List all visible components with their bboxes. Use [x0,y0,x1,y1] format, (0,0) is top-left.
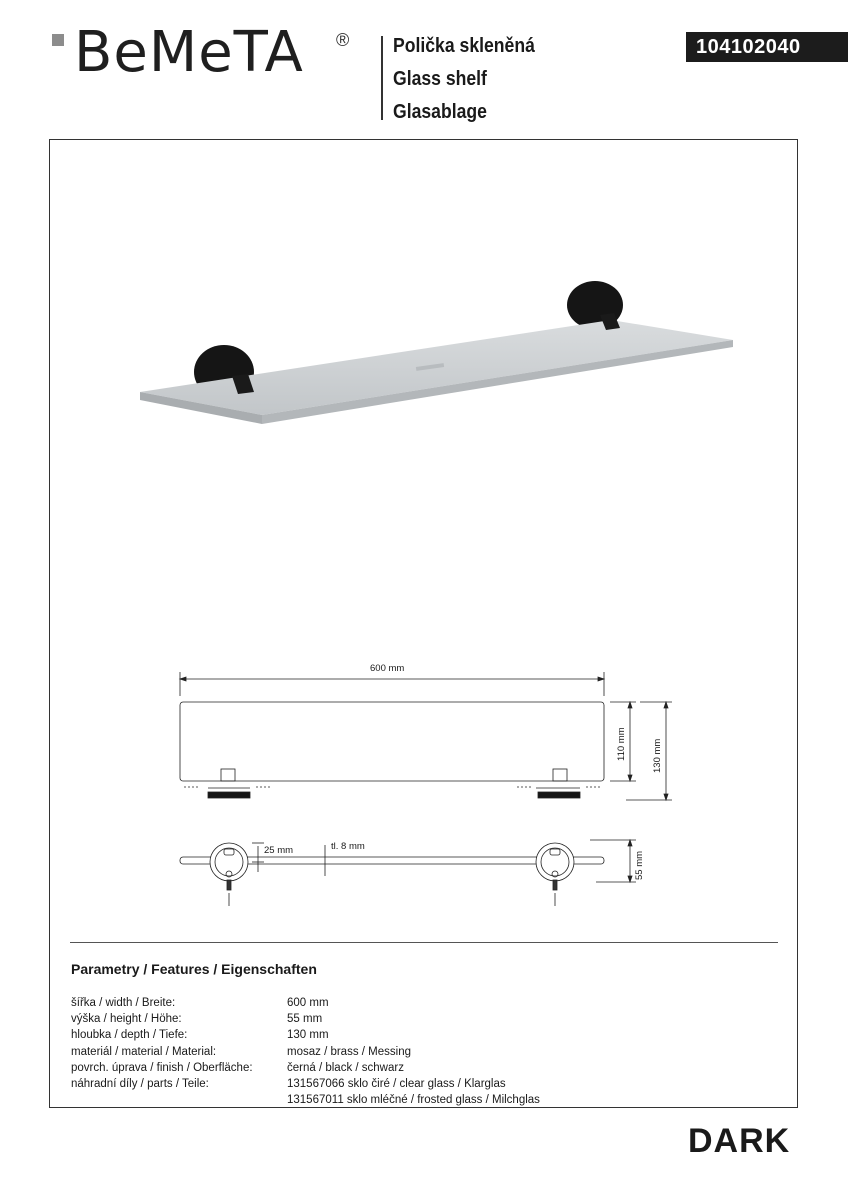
dim-height-outer-label: 130 mm [652,738,663,773]
spec-value: 131567011 sklo mléčné / frosted glass / Milchglas [287,1094,540,1107]
spec-value: mosaz / brass / Messing [287,1045,411,1058]
spec-value: 130 mm [287,1029,329,1042]
title-english: Glass shelf [393,68,487,90]
spec-label: hloubka / depth / Tiefe: [71,1029,188,1042]
registered-mark: ® [336,30,350,50]
product-illustration [140,281,733,424]
spec-row [71,1092,671,1108]
product-code-badge: 104102040 [686,32,848,62]
spec-row [71,1076,671,1092]
title-german: Glasablage [393,101,487,123]
features-heading: Parametry / Features / Eigenschaften [71,961,317,977]
section-divider [70,942,778,943]
dim-width-label: 600 mm [370,663,405,674]
dim-bracket-label: 25 mm [264,845,294,856]
top-view [180,840,636,906]
dim-thickness-label: tl. 8 mm [331,841,365,852]
spec-row [71,1011,671,1027]
brand-logo: BeMeTA [74,20,304,85]
dim-height-inner-label: 110 mm [616,727,627,761]
spec-label: povrch. úprava / finish / Oberfläche: [71,1061,253,1074]
spec-label: materiál / material / Material: [71,1045,217,1058]
dim-depth-label: 55 mm [634,850,645,880]
spec-value: černá / black / schwarz [287,1061,404,1074]
spec-label: výška / height / Höhe: [71,1013,182,1026]
spec-value: 131567066 sklo čiré / clear glass / Klarglas [287,1077,506,1090]
series-label: DARK [688,1122,791,1160]
front-view [180,672,672,800]
spec-row [71,1044,671,1060]
spec-label: náhradní díly / parts / Teile: [71,1077,209,1090]
spec-row [71,995,671,1011]
spec-table [71,995,671,1108]
spec-row [71,1027,671,1043]
spec-row [71,1060,671,1076]
spec-label: šířka / width / Breite: [71,997,176,1009]
spec-value: 600 mm [287,997,329,1009]
title-czech: Polička skleněná [393,35,535,57]
spec-value: 55 mm [287,1013,323,1026]
